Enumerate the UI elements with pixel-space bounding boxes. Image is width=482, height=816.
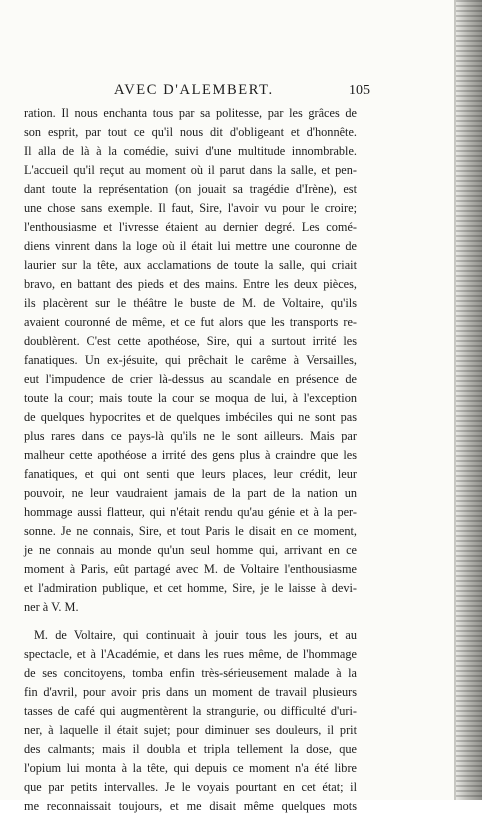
text-line: ils placèrent sur le théâtre le buste de M. de Voltaire, qu'ils (24, 296, 357, 310)
text-line: laurier sur la tête, aux acclamations de toute la salle, qui criait (24, 258, 357, 272)
text-line: sonne. Je ne connais, Sire, et tout Paris le disait en ce moment, (24, 524, 357, 538)
text-line: spectacle, et à l'Académie, et dans les rues même, de l'hommage (24, 647, 357, 661)
text-line: toute la cour; mais toute la cour se moqua de lui, à l'exception (24, 391, 357, 405)
text-line: hommage aussi flatteur, qui n'était rendu qu'au génie et à la per- (24, 505, 357, 519)
text-line: et l'admiration publique, et cet homme, Sire, je le laisse à devi- (24, 581, 357, 595)
running-title: AVEC D'ALEMBERT. (114, 82, 274, 98)
text-line: plus rares dans ce pays-là qu'ils ne le sont ailleurs. Mais par (24, 429, 357, 443)
text-line: ner à V. M. (24, 600, 79, 614)
text-line: je ne connais au monde qu'un seul homme qui, arrivant en ce (24, 543, 357, 557)
text-line: L'accueil qu'il reçut au moment où il parut dans la salle, et pen- (24, 163, 357, 177)
text-line: l'opium lui monta à la tête, qui depuis ce moment n'a été libre (24, 761, 357, 775)
text-line: me reconnaissait toujours, et me disait même quelques mots (24, 799, 357, 813)
text-line: Il alla de là à la comédie, suivi d'une multitude innombrable. (24, 144, 357, 158)
text-line: malheur cette apothéose a irrité des gens plus à craindre que les (24, 448, 357, 462)
text-line: dant toute la représentation (on jouait sa tragédie d'Irène), est (24, 182, 357, 196)
text-line: ner, à laquelle il était sujet; pour diminuer ses douleurs, il prit (24, 723, 357, 737)
binding-edge (456, 0, 482, 800)
text-line: moment à Paris, eût partagé avec M. de Voltaire l'enthousiasme (24, 562, 357, 576)
text-line: diens vinrent dans la loge où il était lui mettre une couronne de (24, 239, 357, 253)
text-line: ration. Il nous enchanta tous par sa politesse, par les grâces de (24, 106, 357, 120)
text-line: fanatiques, et qui ont senti que leurs places, leur crédit, leur (24, 467, 357, 481)
text-line: bravo, en battant des pieds et des mains. Entre les deux pièces, (24, 277, 357, 291)
text-line: que par petits intervalles. Je le voyais pourtant en cet état; il (24, 780, 357, 794)
text-line: fanatiques. Un ex-jésuite, qui prêchait le carême à Versailles, (24, 353, 357, 367)
text-line: fin d'avril, pour avoir pris dans un moment de travail plusieurs (24, 685, 357, 699)
text-line: avaient couronné de même, et ce fut alors que les transports re- (24, 315, 357, 329)
text-line: des calmants; mais il doubla et tripla tellement la dose, que (24, 742, 357, 756)
text-line: de quelques hypocrites et de quelques imbéciles qui ne sont pas (24, 410, 357, 424)
text-line: l'enthousiasme et l'ivresse étaient au dernier degré. Les comé- (24, 220, 357, 234)
text-line: tasses de café qui augmentèrent la strangurie, ou difficulté d'uri- (24, 704, 357, 718)
paragraph-first-line: M. de Voltaire, qui continuait à jouir tous les jours, et au (34, 628, 357, 642)
text-line: de ses concitoyens, tomba enfin très-sérieusement malade à la (24, 666, 357, 680)
text-line: pouvoir, ne leur vaudraient jamais de la part de la nation un (24, 486, 357, 500)
page-header (114, 82, 370, 102)
page-number: 105 (349, 83, 370, 98)
text-line: eut l'impudence de crier là-dessus au scandale en présence de (24, 372, 357, 386)
text-line: doublèrent. C'est cette apothéose, Sire, qui a surtout irrité les (24, 334, 357, 348)
text-line: son esprit, par tout ce qu'il nous dit d'obligeant et d'honnête. (24, 125, 357, 139)
text-line: une chose sans exemple. Il faut, Sire, l'avoir vu pour le croire; (24, 201, 357, 215)
